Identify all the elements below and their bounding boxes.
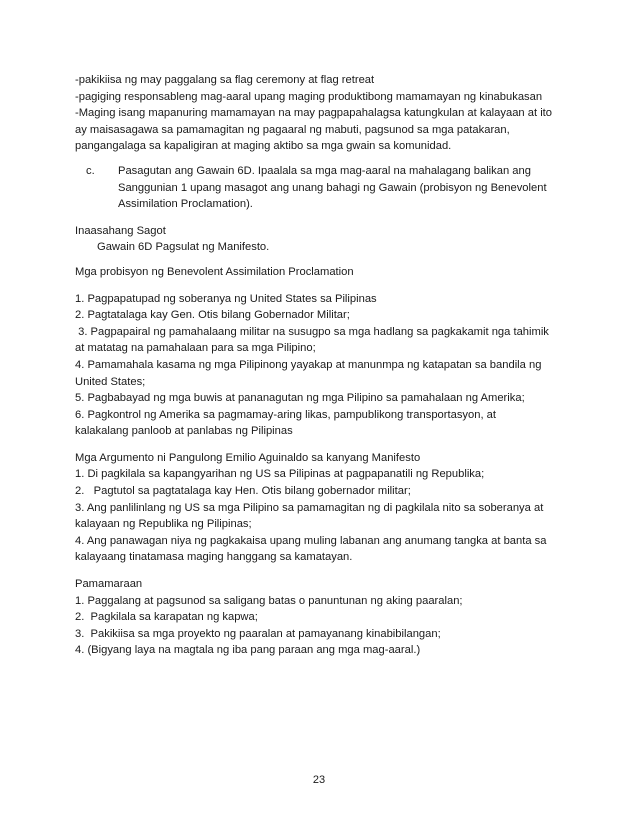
section-subheading: Gawain 6D Pagsulat ng Manifesto. <box>97 241 270 254</box>
list-item-c <box>86 163 575 213</box>
expected-answer-section <box>75 223 575 256</box>
argument-line: kalayaang tinatamasa maging hanggang sa kamatayan. <box>75 551 353 564</box>
procedure-line: 3. Pakikiisa sa mga proyekto ng paaralan at pamayanang kinabibilangan; <box>75 627 441 640</box>
provision-line: 2. Pagtatalaga kay Gen. Otis bilang Gobernador Militar; <box>75 309 350 322</box>
intro-line: pangangalaga sa kapaligiran at maging aktibo sa mga gwain sa komunidad. <box>75 140 452 153</box>
argument-line: kalayaan ng Republika ng Pilipinas; <box>75 518 252 531</box>
argument-line: 4. Ang panawagan niya ng pagkakaisa upang muling labanan ang anumang tangka at banta sa <box>75 534 547 547</box>
page-number: 23 <box>312 774 326 786</box>
list-item-line: Assimilation Proclamation). <box>118 198 253 211</box>
section-heading: Mga Argumento ni Pangulong Emilio Aguinaldo sa kanyang Manifesto <box>75 451 421 464</box>
provision-line: 1. Pagpapatupad ng soberanya ng United States sa Pilipinas <box>75 292 377 305</box>
provision-line: at matatag na pamahalaan para sa mga Pilipino; <box>75 342 316 355</box>
section-heading: Pamamaraan <box>75 578 143 591</box>
intro-line: -pakikiisa ng may paggalang sa flag ceremony at flag retreat <box>75 74 375 86</box>
provision-line: 5. Pagbabayad ng mga buwis at pananagutan ng mga Pilipino sa pamahalaan ng Amerika; <box>75 392 525 405</box>
document-body <box>75 72 575 659</box>
provision-line: kalakalang panloob at panlabas ng Pilipinas <box>75 425 293 438</box>
provision-line: 6. Pagkontrol ng Amerika sa pagmamay-aring likas, pampublikong transportasyon, at <box>75 408 496 421</box>
argument-line: 2. Pagtutol sa pagtatalaga kay Hen. Otis bilang gobernador militar; <box>75 485 411 498</box>
procedure-line: 1. Paggalang at pagsunod sa saligang batas o panuntunan ng aking paaralan; <box>75 594 463 607</box>
procedure-section <box>75 576 575 659</box>
section-heading: Inaasahang Sagot <box>75 224 166 237</box>
section-heading: Mga probisyon ng Benevolent Assimilation Proclamation <box>75 265 354 278</box>
argument-line: 3. Ang panlilinlang ng US sa mga Pilipino sa pamamagitan ng di pagkilala nito sa soberanya at <box>75 501 544 514</box>
list-marker: c. <box>86 164 95 177</box>
provision-line: 4. Pamamahala kasama ng mga Pilipinong yayakap at manunmpa ng katapatan sa bandila ng <box>75 358 542 371</box>
procedure-line: 4. (Bigyang laya na magtala ng iba pang paraan ang mga mag-aaral.) <box>75 644 421 657</box>
provision-line: 3. Pagpapairal ng pamahalaang militar na susugpo sa mga hadlang sa pagkakamit nga tahimik <box>75 325 549 338</box>
arguments-section <box>75 450 575 566</box>
argument-line: 1. Di pagkilala sa kapangyarihan ng US sa Pilipinas at pagpapanatili ng Republika; <box>75 468 485 481</box>
list-item-line: Pasagutan ang Gawain 6D. Ipaalala sa mga mag-aaral na mahalagang balikan ang <box>118 164 531 177</box>
intro-paragraph <box>75 72 575 155</box>
provision-line: United States; <box>75 375 146 388</box>
intro-line: -Maging isang mapanuring mamamayan na may pagpapahalagsa katungkulan at kalayaan at ito <box>75 107 553 120</box>
intro-line: ay maisasagawa sa pamamagitan ng pagaaral ng mabuti, pagsunod sa mga patakaran, <box>75 123 510 136</box>
procedure-line: 2. Pagkilala sa karapatan ng kapwa; <box>75 611 258 624</box>
intro-line: -pagiging responsableng mag-aaral upang maging produktibong mamamayan ng kinabukasan <box>75 90 543 103</box>
provisions-section <box>75 264 575 440</box>
list-item-line: Sanggunian 1 upang masagot ang unang bahagi ng Gawain (probisyon ng Benevolent <box>118 181 547 194</box>
